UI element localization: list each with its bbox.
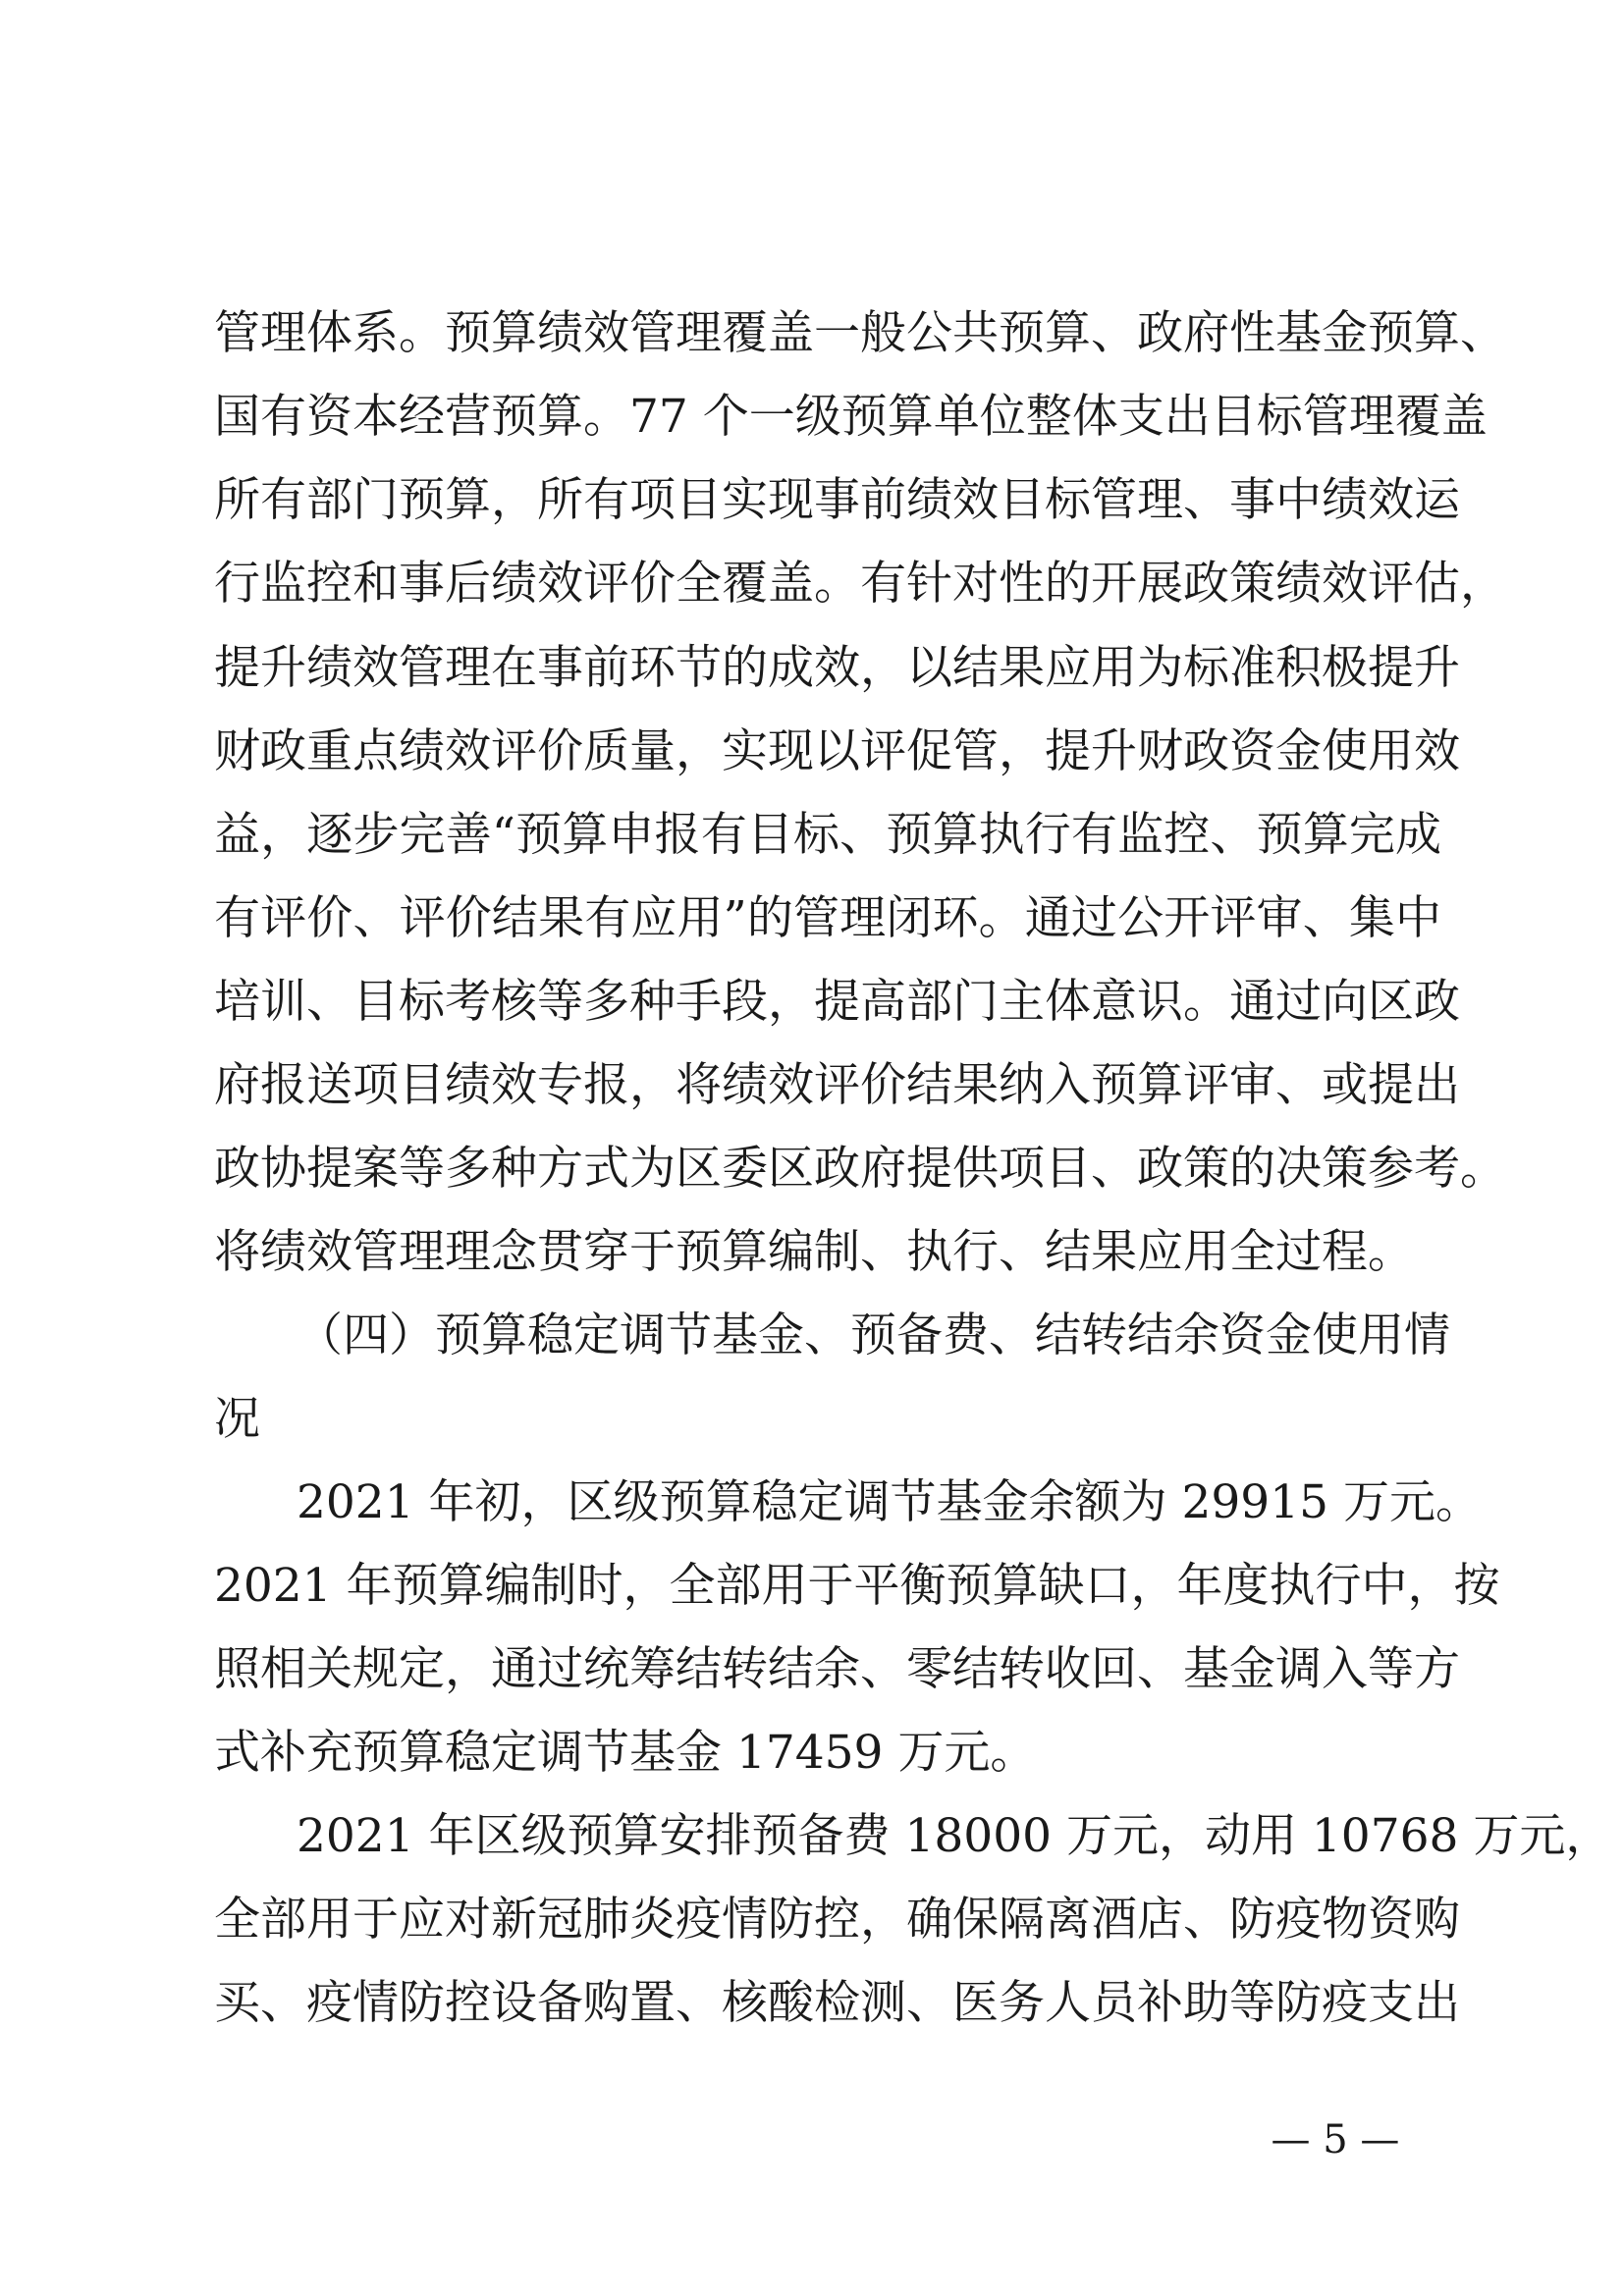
- body-text-line: 将绩效管理理念贯穿于预算编制、执行、结果应用全过程。: [214, 1225, 1414, 1279]
- body-text-line: 所有部门预算，所有项目实现事前绩效目标管理、事中绩效运: [214, 473, 1460, 527]
- body-text-line: 式补充预算稳定调节基金 17459 万元。: [214, 1726, 1037, 1780]
- body-text-line: 行监控和事后绩效评价全覆盖。有针对性的开展政策绩效评估，: [214, 557, 1506, 611]
- section-heading: （四）预算稳定调节基金、预备费、结转结余资金使用情: [297, 1308, 1450, 1362]
- body-text-line: 管理体系。预算绩效管理覆盖一般公共预算、政府性基金预算、: [214, 306, 1506, 360]
- body-text-line: 提升绩效管理在事前环节的成效，以结果应用为标准积极提升: [214, 641, 1460, 695]
- body-text-line: 全部用于应对新冠肺炎疫情防控，确保隔离酒店、防疫物资购: [214, 1893, 1460, 1947]
- body-text-line: 2021 年区级预算安排预备费 18000 万元，动用 10768 万元，: [297, 1809, 1612, 1863]
- page-number: — 5 —: [1271, 2117, 1400, 2163]
- body-text-line: 国有资本经营预算。77 个一级预算单位整体支出目标管理覆盖: [214, 390, 1488, 444]
- body-text-line: 有评价、评价结果有应用”的管理闭环。通过公开评审、集中: [214, 891, 1441, 945]
- section-heading-continued: 况: [214, 1392, 260, 1446]
- body-text-line: 2021 年初，区级预算稳定调节基金余额为 29915 万元。: [297, 1475, 1482, 1529]
- body-text-line: 买、疫情防控设备购置、核酸检测、医务人员补助等防疫支出: [214, 1976, 1460, 2030]
- body-text-line: 财政重点绩效评价质量，实现以评促管，提升财政资金使用效: [214, 724, 1460, 778]
- body-text-line: 益，逐步完善“预算申报有目标、预算执行有监控、预算完成: [214, 808, 1441, 862]
- body-text-line: 培训、目标考核等多种手段，提高部门主体意识。通过向区政: [214, 975, 1460, 1029]
- body-text-line: 照相关规定，通过统筹结转结余、零结转收回、基金调入等方: [214, 1642, 1460, 1696]
- body-text-line: 府报送项目绩效专报，将绩效评价结果纳入预算评审、或提出: [214, 1058, 1460, 1112]
- body-text-line: 2021 年预算编制时，全部用于平衡预算缺口，年度执行中，按: [214, 1559, 1500, 1613]
- body-text-line: 政协提案等多种方式为区委区政府提供项目、政策的决策参考。: [214, 1142, 1506, 1196]
